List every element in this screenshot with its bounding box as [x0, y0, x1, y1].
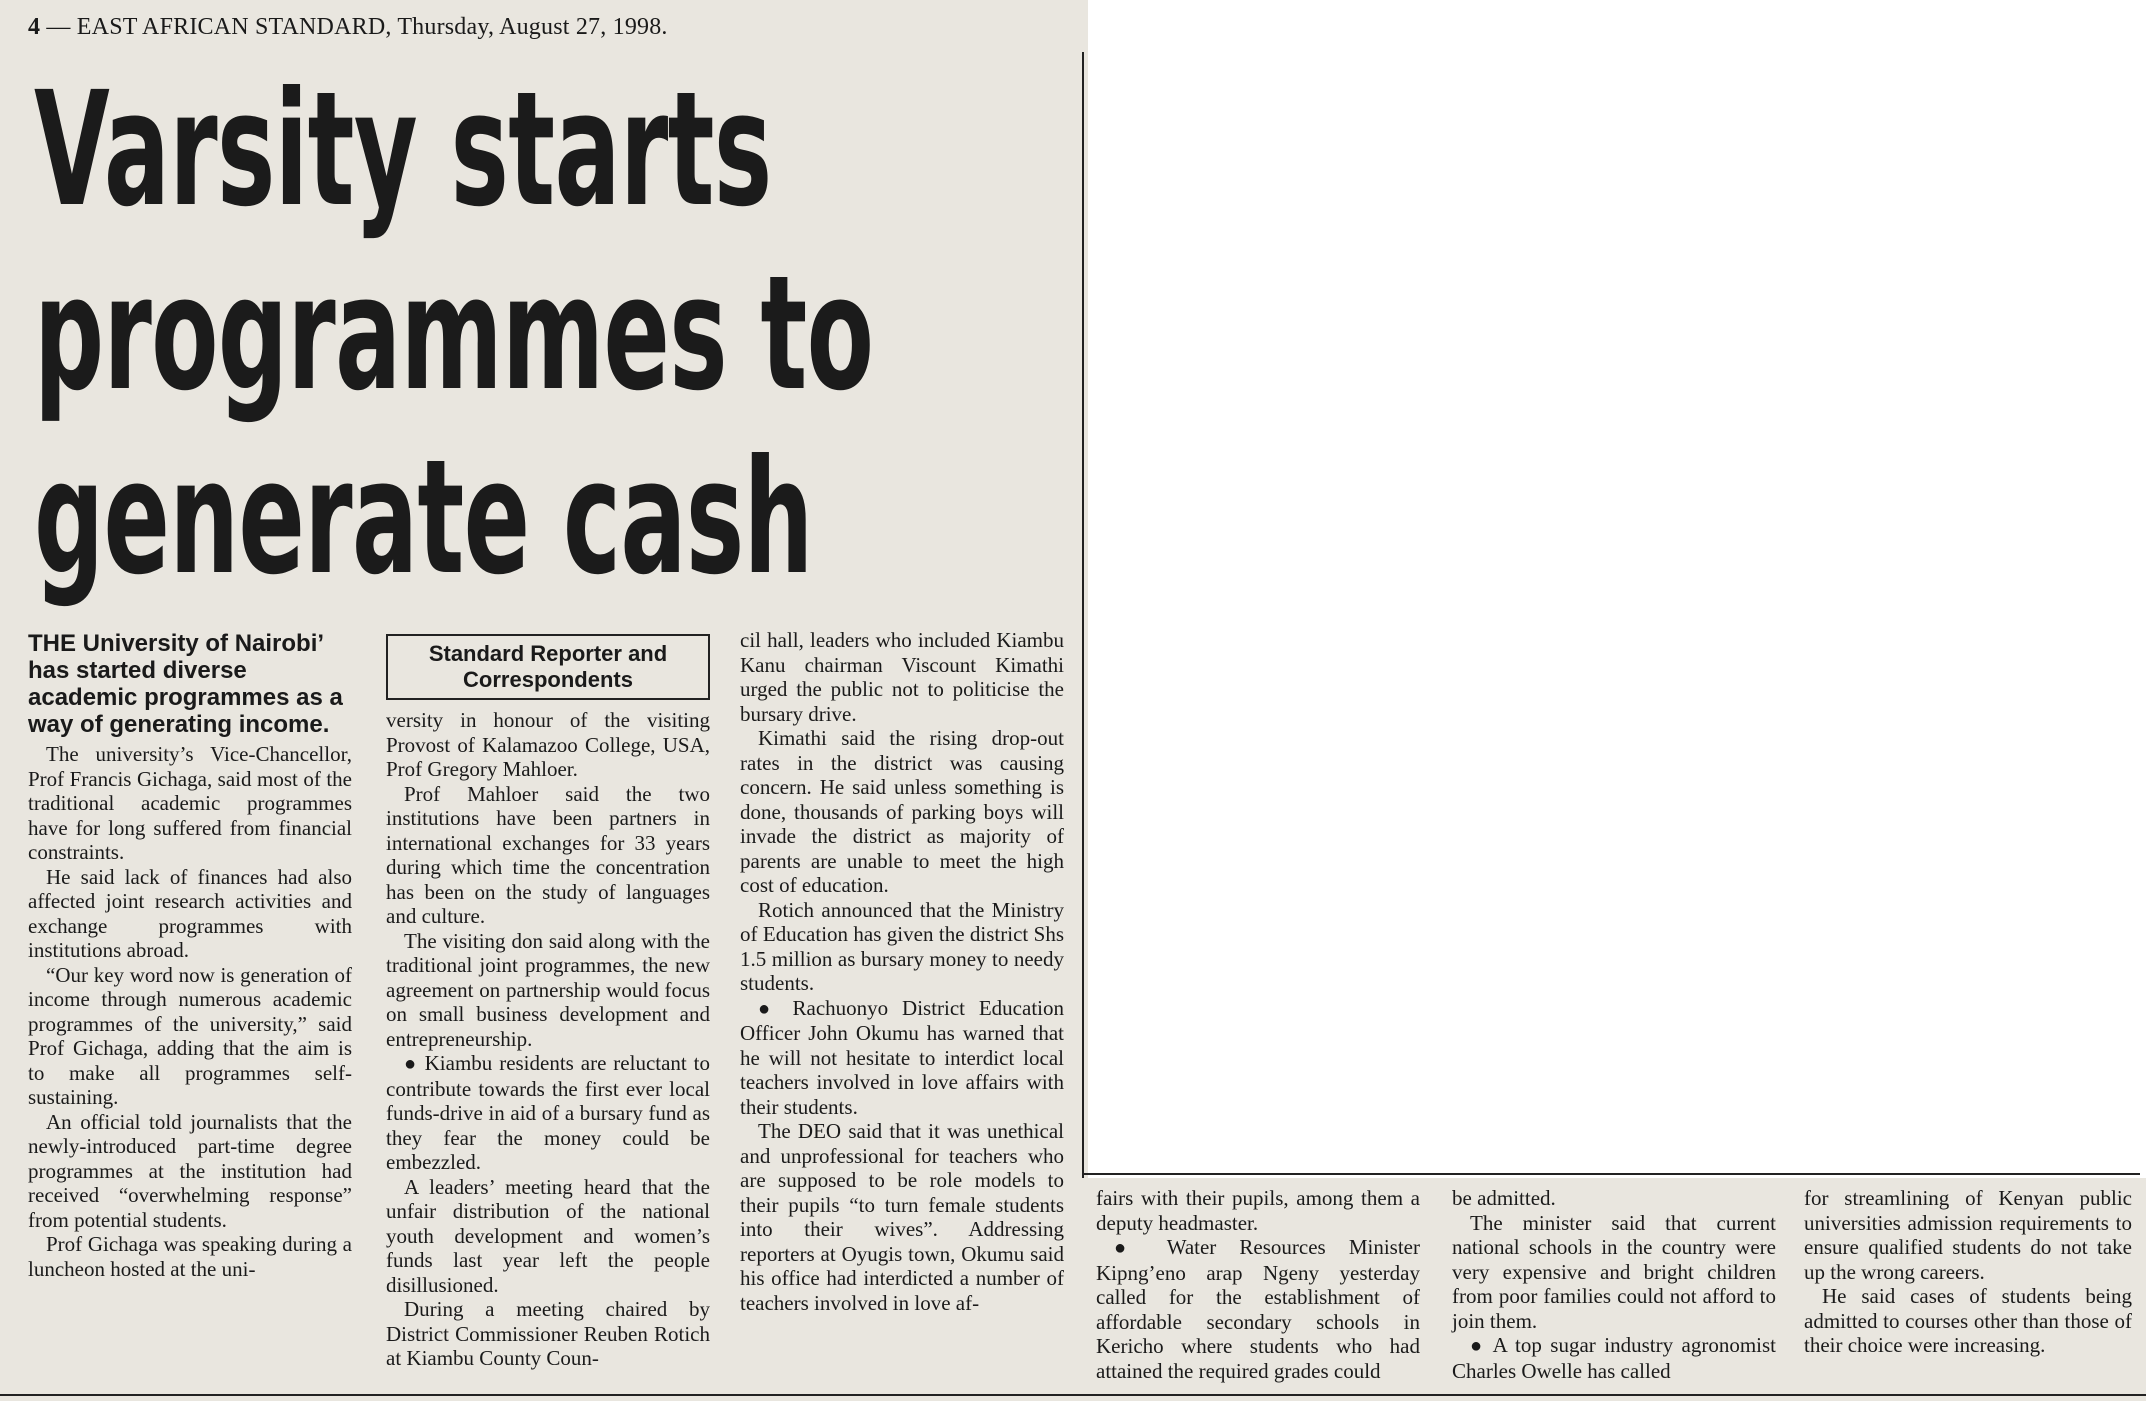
paragraph: for streamlining of Kenyan public universities admission requirements to ensure qualified students do not take up the wrong careers. — [1804, 1186, 2132, 1284]
headline — [34, 58, 874, 610]
byline-box — [386, 634, 710, 700]
article-column-3 — [740, 628, 1064, 1315]
bullet-paragraph: ● A top sugar industry agronomist Charles Owelle has called — [1452, 1333, 1777, 1383]
paragraph: cil hall, leaders who included Kiambu Kanu chairman Viscount Kimathi urged the public not to politicise the bursary drive. — [740, 628, 1064, 726]
page-number: 4 — [28, 14, 41, 40]
bullet-icon: ● — [1114, 1237, 1144, 1259]
dateline-text: — EAST AFRICAN STANDARD, Thursday, August 27, 1998. — [40, 14, 668, 40]
bullet-paragraph: ● Water Resources Minister Kipng’eno arap Ngeny yesterday called for the establishment of affordable secondary schools in Kericho where students who had attained the required grades could — [1096, 1235, 1420, 1383]
article-column-6 — [1804, 1186, 2132, 1358]
paragraph: Prof Gichaga was speaking during a luncheon hosted at the uni- — [28, 1232, 352, 1281]
column-rule-right — [1082, 52, 1084, 1178]
paragraph: fairs with their pupils, among them a deputy headmaster. — [1096, 1186, 1420, 1235]
paragraph: “Our key word now is generation of income through numerous academic programmes of the university,” said Prof Gichaga, adding that the aim is to make all programmes self-sustaining. — [28, 962, 352, 1109]
paragraph: versity in honour of the visiting Provost of Kalamazoo College, USA, Prof Gregory Mahloer. — [386, 708, 710, 781]
article-column-1 — [28, 630, 352, 1281]
headline-line-2: programmes to — [34, 242, 874, 426]
paragraph: He said cases of students being admitted to courses other than those of their choice were increasing. — [1804, 1284, 2132, 1357]
column-rule-horizontal — [1082, 1173, 2140, 1175]
paragraph: The DEO said that it was unethical and unprofessional for teachers who are supposed to be role models to their pupils “to turn female students into their wives”. Addressing reporters at Oyugis town, Okumu said his office had interdicted a number of teachers involved in love af- — [740, 1119, 1064, 1315]
bottom-rule — [0, 1394, 2146, 1396]
paragraph: be admitted. — [1452, 1186, 1556, 1210]
bullet-icon: ● — [758, 997, 779, 1020]
headline-line-1: Varsity starts — [34, 58, 772, 242]
paragraph: An official told journalists that the newly-introduced part-time degree programmes at the institution had received “overwhelming response” from potential students. — [28, 1109, 352, 1232]
article-column-4 — [1096, 1186, 1420, 1383]
headline-line-3: generate cash — [34, 426, 813, 610]
byline: Standard Reporter and Correspondents — [428, 641, 668, 692]
article-column-5 — [1452, 1186, 1776, 1383]
paragraph: The university’s Vice-Chancellor, Prof Francis Gichaga, said most of the traditional academic programmes have for long suffered from financial constraints. — [28, 742, 352, 864]
paragraph: The visiting don said along with the traditional joint programmes, the new agreement on partnership would focus on small business development and entrepreneurship. — [386, 928, 710, 1051]
lead-paragraph: THE University of Nairobi’ has started diverse academic programmes as a way of generating income. — [28, 630, 343, 738]
paragraph: The minister said that current national schools in the country were very expensive and bright children from poor families could not afford to join them. — [1452, 1210, 1776, 1333]
paragraph: Rotich announced that the Ministry of Education has given the district Shs 1.5 million as bursary money to needy students. — [740, 897, 1064, 995]
paragraph: During a meeting chaired by District Commissioner Reuben Rotich at Kiambu County Coun- — [386, 1297, 710, 1370]
bullet-paragraph: ● Rachuonyo District Education Officer John Okumu has warned that he will not hesitate to interdict local teachers involved in love affairs with their students. — [740, 995, 1064, 1119]
paragraph: He said lack of finances had also affected joint research activities and exchange programmes with institutions abroad. — [28, 864, 352, 962]
dateline — [28, 14, 668, 41]
bullet-paragraph: ● Kiambu residents are reluctant to contribute towards the first ever local funds-drive in aid of a bursary fund as they fear the money could be embezzled. — [386, 1051, 710, 1174]
paragraph: A leaders’ meeting heard that the unfair distribution of the national youth development and women’s funds last year left the people disillusioned. — [386, 1174, 710, 1297]
paragraph: Prof Mahloer said the two institutions have been partners in international exchanges for 33 years during which time the concentration has been on the study of languages and culture. — [386, 781, 710, 928]
article-column-2 — [386, 708, 710, 1371]
bullet-icon: ● — [404, 1053, 418, 1075]
paragraph: Kimathi said the rising drop-out rates in the district was causing concern. He said unless something is done, thousands of parking boys will invade the district as majority of parents are unable to meet the high cost of education. — [740, 726, 1064, 897]
bullet-icon: ● — [1470, 1335, 1486, 1357]
